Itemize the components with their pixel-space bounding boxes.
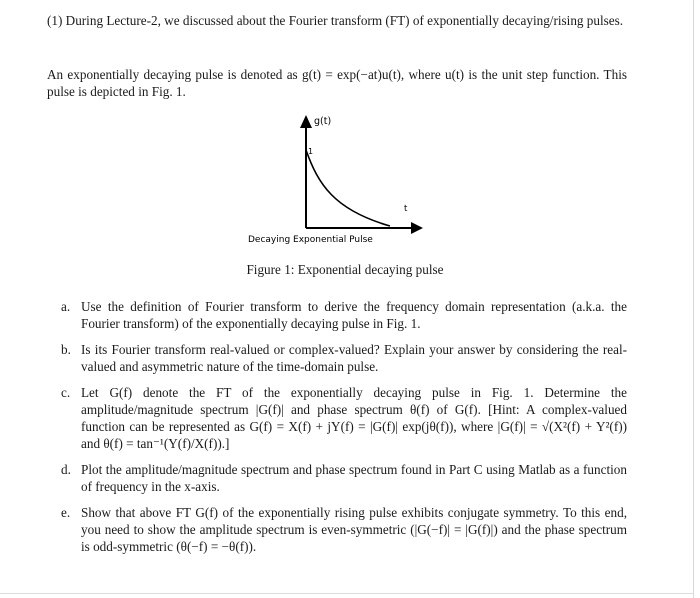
item-label: c. [61,385,71,400]
decay-curve [306,150,390,226]
item-text: Let G(f) denote the FT of the exponentially decaying pulse in Fig. 1. Determine the amplitude/magnitude spectrum |G(f)| and phase spectrum θ(f) of G(f). [Hint: A complex-valued function can be represented as G(f) = X(f) + jY(f) = |G(f)| exp(jθ(f)), where |G(f)| = √(X²(f) + Y²(f)) and θ(f) = tan⁻¹(Y(f)/X(f)).] [81,385,627,451]
item-text: Show that above FT G(f) of the exponentially rising pulse exhibits conjugate symmetry. To this end, you need to show the amplitude spectrum is even-symmetric (|G(−f)| = |G(f)|) and the phase spectrum is odd-symmetric (θ(−f) = −θ(f)). [81,505,627,554]
item-label: a. [61,299,71,314]
list-item [61,298,627,332]
item-text: Use the definition of Fourier transform to derive the frequency domain representation (a.k.a. the Fourier transform) of the exponentially decaying pulse in Fig. 1. [81,299,627,331]
x-axis-arrow [411,222,423,234]
page-bottom-border [0,593,694,594]
item-label: d. [61,462,71,477]
intro-paragraph: (1) During Lecture-2, we discussed about the Fourier transform (FT) of exponentially decaying/rising pulses. [47,13,624,28]
figure-title: Decaying Exponential Pulse [248,235,373,245]
item-text: Plot the amplitude/magnitude spectrum and phase spectrum found in Part C using Matlab as a function of frequency in the x-axis. [81,462,627,494]
item-text: Is its Fourier transform real-valued or complex-valued? Explain your answer by considering the real-valued and asymmetric nature of the time-domain pulse. [81,342,627,374]
x-axis-label: t [404,204,408,214]
item-label: e. [61,505,71,520]
value-at-zero-label: 1 [308,147,314,156]
figure-caption: Figure 1: Exponential decaying pulse [246,262,444,277]
decaying-pulse-figure [240,110,440,250]
list-item [61,461,627,495]
list-item [61,504,627,555]
list-item [61,384,627,452]
list-item [61,341,627,375]
y-axis-label: g(t) [314,116,332,127]
pulse-definition-paragraph: An exponentially decaying pulse is denoted as g(t) = exp(−at)u(t), where u(t) is the unit step function. This pulse is depicted in Fig. 1. [47,67,627,99]
question-list [61,298,627,564]
item-label: b. [61,342,71,357]
y-axis-arrow [300,115,312,128]
page-right-border [693,0,694,598]
